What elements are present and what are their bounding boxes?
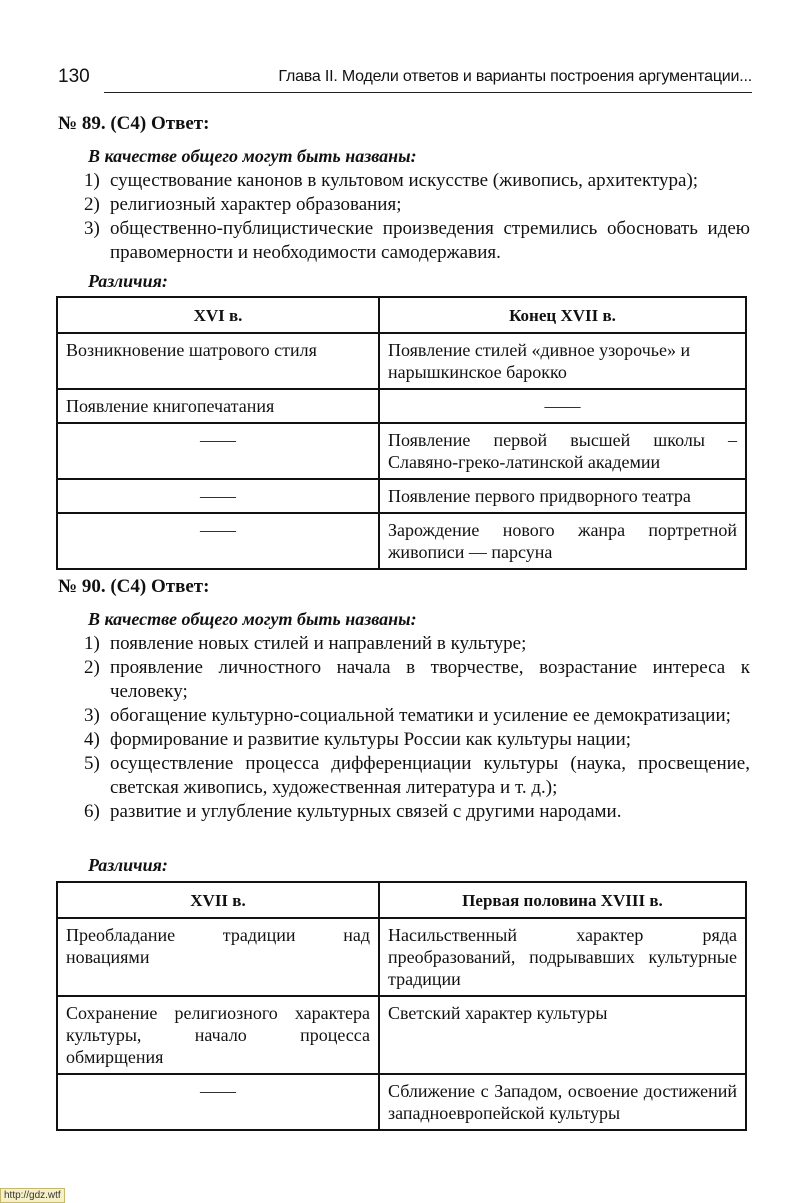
problem-90-title: № 90. (С4) Ответ: [58,576,210,597]
running-title: Глава II. Модели ответов и варианты построения аргументации... [278,68,752,85]
list-item: 3) обогащение культурно-социальной тематики и усиление ее демократизации; [84,705,731,726]
list-item: 3) общественно-публицистические произведения стремились обосновать идею правомерности и необходимости самодержавия. [84,218,750,263]
column-header: XVII в. [57,882,379,918]
table-cell: Зарождение нового жанра портретной живописи — парсуна [379,513,746,569]
watermark-link[interactable]: http://gdz.wtf [0,1188,65,1203]
list-item: 6) развитие и углубление культурных связей с другими народами. [84,801,622,822]
list-item: 4) формирование и развитие культуры России как культуры нации; [84,729,632,750]
header-rule [104,92,752,93]
problem-89-common-list [84,169,750,265]
table-row [57,996,746,1074]
table-row [57,423,746,479]
problem-89-differences-heading: Различия: [88,271,168,291]
problem-90-common-list [84,632,750,824]
table-row [57,513,746,569]
table-row [57,918,746,996]
problem-89-differences-table [56,296,747,570]
list-item: 1) появление новых стилей и направлений в культуре; [84,633,527,654]
table-cell: Появление стилей «дивное узорочье» и нарышкинское барокко [379,333,746,389]
table-header-row [57,297,746,333]
table-cell: —— [57,479,379,513]
list-item: 2) проявление личностного начала в творчестве, возрастание интереса к человеку; [84,657,750,702]
table-cell: Возникновение шатрового стиля [57,333,379,389]
column-header: Первая половина XVIII в. [379,882,746,918]
table-cell: —— [57,1074,379,1130]
table-cell: Светский характер культуры [379,996,746,1074]
column-header: XVI в. [57,297,379,333]
table-cell: Появление первого придворного театра [379,479,746,513]
table-row [57,479,746,513]
problem-90-differences-table [56,881,747,1131]
table-cell: —— [379,389,746,423]
table-cell: —— [57,513,379,569]
table-cell: Сохранение религиозного характера культуры, начало процесса обмирщения [57,996,379,1074]
table-cell: Насильственный характер ряда преобразований, подрывавших культурные традиции [379,918,746,996]
problem-90-common-heading: В качестве общего могут быть названы: [88,609,417,629]
table-header-row [57,882,746,918]
problem-89-title: № 89. (С4) Ответ: [58,113,210,134]
page-number: 130 [58,66,90,87]
table-cell: Преобладание традиции над новациями [57,918,379,996]
table-row [57,389,746,423]
table-row [57,1074,746,1130]
list-item: 2) религиозный характер образования; [84,194,402,215]
page-header [58,66,752,96]
problem-89-common-heading: В качестве общего могут быть названы: [88,146,417,166]
list-item: 5) осуществление процесса дифференциации культуры (наука, просвещение, светская живопись, художественная литература и т. д.); [84,753,750,798]
list-item: 1) существование канонов в культовом искусстве (живопись, архитектура); [84,170,699,191]
table-row [57,333,746,389]
column-header: Конец XVII в. [379,297,746,333]
table-cell: Появление первой высшей школы – Славяно-греко-латинской академии [379,423,746,479]
table-cell: Появление книгопечатания [57,389,379,423]
table-cell: —— [57,423,379,479]
problem-90-differences-heading: Различия: [88,855,168,875]
table-cell: Сближение с Западом, освоение достижений западноевропейской культуры [379,1074,746,1130]
